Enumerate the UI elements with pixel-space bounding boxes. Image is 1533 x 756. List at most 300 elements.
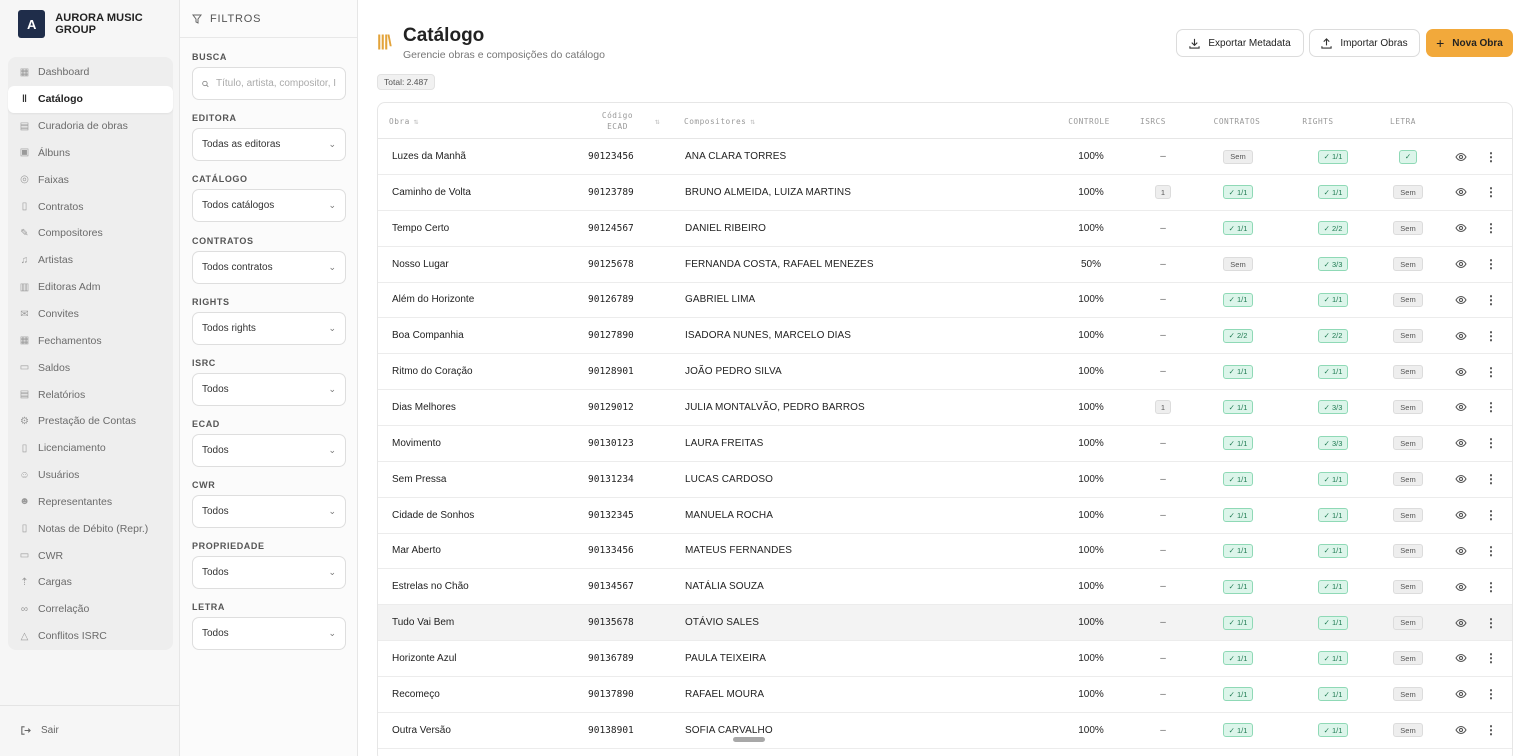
- download-icon: [1189, 38, 1200, 49]
- cell-isrcs: [1143, 247, 1183, 282]
- cell-contratos: [1203, 641, 1273, 676]
- import-works-button[interactable]: [1309, 29, 1420, 57]
- cell-contratos: [1203, 318, 1273, 353]
- cell-ecad: 90134567: [588, 581, 634, 593]
- isrc-select[interactable]: [192, 373, 346, 406]
- eye-icon: [1455, 689, 1467, 699]
- more-vertical-icon: ⋮: [1485, 615, 1497, 630]
- contratos-select[interactable]: [192, 251, 346, 284]
- sidebar-item-label: Notas de Débito (Repr.): [38, 522, 149, 535]
- sidebar-item-label: Curadoria de obras: [38, 120, 128, 133]
- propriedade-select[interactable]: [192, 556, 346, 589]
- more-vertical-icon: ⋮: [1485, 543, 1497, 558]
- sidebar-item-label: Compositores: [38, 227, 103, 240]
- contratos-badge: ✓ 1/1: [1223, 544, 1254, 558]
- cell-letra: [1383, 533, 1433, 568]
- warning-icon: △: [20, 630, 29, 642]
- cell-isrcs: [1143, 211, 1183, 246]
- contratos-badge: ✓ 1/1: [1223, 508, 1254, 522]
- view-button[interactable]: [1455, 641, 1467, 676]
- eye-icon: [1455, 653, 1467, 663]
- letra-badge: Sem: [1393, 257, 1422, 271]
- letra-badge: Sem: [1393, 508, 1422, 522]
- cell-ecad: 90137890: [588, 688, 634, 700]
- letra-value: Todos: [202, 628, 229, 639]
- eye-icon: [1455, 223, 1467, 233]
- letra-badge: Sem: [1393, 651, 1422, 665]
- cwr-label: CWR: [192, 480, 216, 490]
- cell-obra: Tudo Vai Bem: [392, 617, 455, 629]
- cell-rights: [1293, 498, 1373, 533]
- cell-controle: 100%: [1078, 330, 1104, 342]
- cell-isrcs: [1143, 354, 1183, 389]
- cell-ecad: 90125678: [588, 258, 634, 270]
- cell-ecad: 90132345: [588, 509, 634, 521]
- search-input[interactable]: [216, 78, 336, 89]
- eye-icon: [1455, 152, 1467, 162]
- filter-icon: [192, 14, 202, 24]
- cell-controle: 100%: [1078, 366, 1104, 378]
- view-button[interactable]: [1455, 462, 1467, 497]
- editora-select[interactable]: [192, 128, 346, 161]
- more-options-button[interactable]: [1485, 390, 1497, 425]
- col-isrcs: ISRCS: [1140, 116, 1166, 126]
- cell-obra: Além do Horizonte: [392, 294, 475, 306]
- sidebar-item-label: Saldos: [38, 361, 71, 374]
- more-options-button[interactable]: [1485, 605, 1497, 640]
- view-button[interactable]: [1455, 247, 1467, 282]
- cell-letra: [1383, 139, 1433, 174]
- col-contratos: CONTRATOS: [1213, 116, 1261, 126]
- plus-icon: +: [1436, 35, 1445, 51]
- more-options-button[interactable]: [1485, 318, 1497, 353]
- col-compositores[interactable]: [684, 103, 756, 139]
- cell-obra: Dias Melhores: [392, 401, 456, 413]
- cell-ecad: 90127890: [588, 330, 634, 342]
- main-content: [358, 0, 1533, 756]
- new-work-button[interactable]: [1426, 29, 1513, 57]
- sidebar-item-notas-de-debito-repr[interactable]: [8, 515, 173, 542]
- table-row[interactable]: [378, 569, 1512, 605]
- cell-obra: Ritmo do Coração: [392, 366, 473, 378]
- col-ecad[interactable]: [590, 103, 645, 139]
- cell-contratos: [1203, 175, 1273, 210]
- cwr-select[interactable]: [192, 495, 346, 528]
- cell-isrcs: [1143, 175, 1183, 210]
- more-options-button[interactable]: [1485, 569, 1497, 604]
- sidebar-item-label: Convites: [38, 308, 79, 321]
- sidebar-item-label: Correlação: [38, 603, 90, 616]
- brand-name: AURORA MUSIC GROUP: [55, 12, 143, 36]
- cell-contratos: [1203, 713, 1273, 748]
- letra-badge: Sem: [1393, 185, 1422, 199]
- brand[interactable]: [18, 10, 179, 38]
- letra-badge: Sem: [1393, 329, 1422, 343]
- view-button[interactable]: [1455, 498, 1467, 533]
- sidebar-item-relatorios[interactable]: [8, 381, 173, 408]
- search-icon: [202, 79, 209, 89]
- search-field[interactable]: [192, 67, 346, 100]
- isrc-label: ISRC: [192, 358, 216, 368]
- col-ecad-sort[interactable]: [651, 103, 660, 139]
- library-icon: ‖: [22, 93, 27, 105]
- view-button[interactable]: [1455, 426, 1467, 461]
- view-button[interactable]: [1455, 569, 1467, 604]
- view-button[interactable]: [1455, 211, 1467, 246]
- cell-rights: [1293, 677, 1373, 712]
- more-vertical-icon: ⋮: [1485, 472, 1497, 487]
- eye-icon: [1455, 331, 1467, 341]
- chevron-down-icon: ⌄: [328, 628, 336, 638]
- cell-letra: [1383, 426, 1433, 461]
- cell-isrcs: [1143, 139, 1183, 174]
- sidebar-item-label: Conflitos ISRC: [38, 630, 107, 643]
- editora-value: Todas as editoras: [202, 139, 281, 150]
- more-options-button[interactable]: [1485, 426, 1497, 461]
- cell-ecad: 90133456: [588, 545, 634, 557]
- table-row[interactable]: [378, 282, 1512, 318]
- more-vertical-icon: ⋮: [1485, 723, 1497, 738]
- sidebar-item-curadoria-de-obras[interactable]: [8, 113, 173, 140]
- more-options-button[interactable]: [1485, 175, 1497, 210]
- cell-letra: [1383, 318, 1433, 353]
- settings-icon: ⚙: [20, 415, 29, 427]
- rights-badge: ✓ 2/2: [1318, 329, 1349, 343]
- view-button[interactable]: [1455, 713, 1467, 748]
- eye-icon: [1455, 259, 1467, 269]
- view-button[interactable]: [1455, 354, 1467, 389]
- cell-controle: 100%: [1078, 186, 1104, 198]
- report-icon: ▤: [19, 389, 30, 401]
- eye-icon: [1455, 582, 1467, 592]
- export-metadata-label: Exportar Metadata: [1208, 37, 1291, 49]
- cell-contratos: [1203, 677, 1273, 712]
- filters-title: FILTROS: [210, 12, 262, 25]
- cell-contratos: [1203, 139, 1273, 174]
- cell-compositores: ISADORA NUNES, MARCELO DIAS: [685, 330, 852, 342]
- cell-obra: Nosso Lugar: [392, 258, 449, 270]
- cell-compositores: JULIA MONTALVÃO, PEDRO BARROS: [685, 401, 865, 413]
- isrcs-empty: –: [1160, 509, 1166, 521]
- sidebar-item-conflitos-isrc[interactable]: [8, 623, 173, 650]
- cell-obra: Luzes da Manhã: [392, 151, 466, 162]
- cell-isrcs: [1143, 569, 1183, 604]
- more-vertical-icon: ⋮: [1485, 364, 1497, 379]
- more-options-button[interactable]: [1485, 533, 1497, 568]
- contratos-badge: ✓ 1/1: [1223, 436, 1254, 450]
- more-options-button[interactable]: [1485, 211, 1497, 246]
- cell-compositores: NATÁLIA SOUZA: [685, 581, 764, 593]
- contratos-badge: ✓ 1/1: [1223, 580, 1254, 594]
- rights-badge: ✓ 1/1: [1318, 723, 1349, 737]
- more-options-button[interactable]: [1485, 462, 1497, 497]
- rights-label: RIGHTS: [192, 297, 230, 307]
- cell-controle: 100%: [1078, 222, 1104, 234]
- chevron-down-icon: ⌄: [328, 200, 336, 210]
- cell-controle: 100%: [1078, 509, 1104, 521]
- sidebar-item-faixas[interactable]: [8, 166, 173, 193]
- sidebar-item-artistas[interactable]: [8, 247, 173, 274]
- cell-controle: 100%: [1078, 151, 1104, 162]
- table-row[interactable]: [378, 641, 1512, 677]
- filters-panel: [180, 0, 358, 756]
- sidebar-item-label: Licenciamento: [38, 442, 106, 455]
- view-button[interactable]: [1455, 318, 1467, 353]
- table-row[interactable]: [378, 713, 1512, 749]
- disc-icon: ◎: [20, 174, 29, 186]
- table-row[interactable]: [378, 175, 1512, 211]
- isrcs-empty: –: [1160, 330, 1166, 342]
- cell-ecad: 90136789: [588, 652, 634, 664]
- cell-compositores: LUCAS CARDOSO: [685, 473, 773, 485]
- more-options-button[interactable]: [1485, 247, 1497, 282]
- sidebar-item-licenciamento[interactable]: [8, 435, 173, 462]
- sidebar-item-contratos[interactable]: [8, 193, 173, 220]
- cell-letra: [1383, 175, 1433, 210]
- new-work-label: Nova Obra: [1452, 37, 1503, 49]
- isrcs-empty: –: [1160, 724, 1166, 736]
- more-vertical-icon: ⋮: [1485, 328, 1497, 343]
- cell-letra: [1383, 354, 1433, 389]
- total-badge: Total: 2.487: [377, 74, 435, 90]
- sidebar-item-label: Faixas: [38, 173, 69, 186]
- catalogo-select[interactable]: [192, 189, 346, 222]
- cell-ecad: 90126789: [588, 294, 634, 306]
- cell-compositores: RAFAEL MOURA: [685, 688, 765, 700]
- sidebar-item-editoras-adm[interactable]: [8, 274, 173, 301]
- more-vertical-icon: ⋮: [1485, 651, 1497, 666]
- cell-letra: [1383, 390, 1433, 425]
- upload-icon: [1321, 38, 1332, 49]
- sidebar-item-fechamentos[interactable]: [8, 327, 173, 354]
- more-vertical-icon: ⋮: [1485, 400, 1497, 415]
- sidebar-item-usuarios[interactable]: [8, 462, 173, 489]
- filters-header: [180, 0, 357, 38]
- more-vertical-icon: ⋮: [1485, 508, 1497, 522]
- letra-select[interactable]: [192, 617, 346, 650]
- contratos-badge: ✓ 1/1: [1223, 651, 1254, 665]
- eye-icon: [1455, 295, 1467, 305]
- page-subtitle: Gerencie obras e composições do catálogo: [403, 49, 605, 61]
- cell-letra: [1383, 247, 1433, 282]
- table-row[interactable]: [378, 462, 1512, 498]
- eye-icon: [1455, 546, 1467, 556]
- sidebar-item-albuns[interactable]: [8, 140, 173, 167]
- table-row[interactable]: [378, 139, 1512, 175]
- view-button[interactable]: [1455, 139, 1467, 174]
- file-export-icon: ▭: [19, 550, 30, 562]
- sidebar-item-dashboard[interactable]: [8, 59, 173, 86]
- table-row[interactable]: [378, 390, 1512, 426]
- isrcs-empty: –: [1160, 473, 1166, 485]
- more-options-button[interactable]: [1485, 282, 1497, 317]
- eye-icon: [1455, 367, 1467, 377]
- cell-rights: [1293, 713, 1373, 748]
- sidebar-item-label: Prestação de Contas: [38, 415, 137, 428]
- eye-icon: [1455, 187, 1467, 197]
- cell-isrcs: [1143, 426, 1183, 461]
- isrcs-empty: –: [1160, 258, 1166, 270]
- col-controle: CONTROLE: [1068, 116, 1110, 126]
- rights-badge: ✓ 1/1: [1318, 365, 1349, 379]
- cell-letra: [1383, 641, 1433, 676]
- mail-icon: ✉: [20, 308, 29, 320]
- eye-icon: [1455, 438, 1467, 448]
- more-options-button[interactable]: [1485, 139, 1497, 174]
- letra-badge: Sem: [1393, 723, 1422, 737]
- col-letra: LETRA: [1390, 116, 1416, 126]
- sidebar-item-cwr[interactable]: [8, 542, 173, 569]
- sidebar-item-label: CWR: [38, 549, 64, 562]
- horizontal-scrollbar[interactable]: [733, 737, 765, 742]
- more-options-button[interactable]: [1485, 713, 1497, 748]
- cell-isrcs: [1143, 533, 1183, 568]
- eye-icon: [1455, 510, 1467, 520]
- cell-letra: [1383, 462, 1433, 497]
- sidebar-item-prestacao-de-contas[interactable]: [8, 408, 173, 435]
- more-options-button[interactable]: [1485, 677, 1497, 712]
- cell-rights: [1293, 426, 1373, 461]
- cell-isrcs: [1143, 390, 1183, 425]
- isrc-value: Todos: [202, 384, 229, 395]
- isrcs-badge: 1: [1155, 185, 1171, 199]
- export-metadata-button[interactable]: [1176, 29, 1304, 57]
- cell-controle: 100%: [1078, 724, 1104, 736]
- rights-badge: ✓ 3/3: [1318, 257, 1349, 271]
- rights-badge: ✓ 1/1: [1318, 616, 1349, 630]
- sidebar-item-saldos[interactable]: [8, 354, 173, 381]
- ecad-select[interactable]: [192, 434, 346, 467]
- cell-contratos: [1203, 282, 1273, 317]
- col-obra[interactable]: [389, 103, 419, 139]
- more-options-button[interactable]: [1485, 354, 1497, 389]
- grid-icon: ▦: [19, 66, 30, 78]
- contratos-badge: ✓ 1/1: [1223, 365, 1254, 379]
- user-icon: ☺: [19, 469, 30, 481]
- isrcs-badge: 1: [1155, 400, 1171, 414]
- cell-rights: [1293, 533, 1373, 568]
- building-icon: ▥: [19, 281, 30, 293]
- cell-isrcs: [1143, 641, 1183, 676]
- cell-ecad: 90129012: [588, 401, 634, 413]
- table-row[interactable]: [378, 211, 1512, 247]
- eye-icon: [1455, 618, 1467, 628]
- sidebar-item-cargas[interactable]: [8, 569, 173, 596]
- cell-ecad: 90123789: [588, 186, 634, 198]
- sidebar-item-convites[interactable]: [8, 301, 173, 328]
- sidebar-item-correlacao[interactable]: [8, 596, 173, 623]
- table-row[interactable]: [378, 605, 1512, 641]
- table-row[interactable]: [378, 677, 1512, 713]
- logout-icon: [20, 725, 31, 736]
- chevron-down-icon: ⌄: [328, 262, 336, 272]
- view-button[interactable]: [1455, 175, 1467, 210]
- view-button[interactable]: [1455, 605, 1467, 640]
- letra-badge: Sem: [1393, 616, 1422, 630]
- sidebar-item-label: Usuários: [38, 469, 80, 482]
- propriedade-label: PROPRIEDADE: [192, 541, 265, 551]
- table-row[interactable]: [378, 533, 1512, 569]
- cell-obra: Horizonte Azul: [392, 652, 457, 664]
- editora-label: EDITORA: [192, 113, 237, 123]
- view-button[interactable]: [1455, 390, 1467, 425]
- chevron-down-icon: ⌄: [328, 139, 336, 149]
- logout-button[interactable]: [20, 725, 59, 736]
- table-row[interactable]: [378, 498, 1512, 534]
- cell-contratos: [1203, 211, 1273, 246]
- cell-ecad: 90138901: [588, 724, 634, 736]
- cell-isrcs: [1143, 605, 1183, 640]
- cell-isrcs: [1143, 282, 1183, 317]
- catalogo-label: CATÁLOGO: [192, 174, 248, 184]
- cell-rights: [1293, 318, 1373, 353]
- pen-icon: ✎: [20, 227, 29, 239]
- view-button[interactable]: [1455, 282, 1467, 317]
- table-row[interactable]: [378, 426, 1512, 462]
- view-button[interactable]: [1455, 533, 1467, 568]
- cell-obra: Cidade de Sonhos: [392, 509, 475, 521]
- more-options-button[interactable]: [1485, 641, 1497, 676]
- sidebar: [0, 0, 180, 756]
- sort-icon: ⇅: [750, 116, 756, 126]
- sidebar-item-label: Dashboard: [38, 66, 90, 79]
- cell-ecad: 90131234: [588, 473, 634, 485]
- rights-badge: ✓ 1/1: [1318, 580, 1349, 594]
- wallet-icon: ▭: [19, 362, 30, 374]
- more-options-button[interactable]: [1485, 498, 1497, 533]
- album-icon: ▣: [19, 147, 30, 159]
- sidebar-item-catalogo[interactable]: [8, 86, 173, 113]
- view-button[interactable]: [1455, 677, 1467, 712]
- table-row[interactable]: [378, 247, 1512, 283]
- catalogo-value: Todos catálogos: [202, 200, 275, 211]
- cell-contratos: [1203, 354, 1273, 389]
- contratos-value: Todos contratos: [202, 262, 273, 273]
- rights-badge: ✓ 1/1: [1318, 472, 1349, 486]
- more-vertical-icon: ⋮: [1485, 185, 1497, 200]
- cell-isrcs: [1143, 318, 1183, 353]
- contratos-badge: ✓ 1/1: [1223, 400, 1254, 414]
- isrcs-empty: –: [1160, 581, 1166, 593]
- letra-badge: ✓: [1399, 150, 1417, 164]
- rights-badge: ✓ 1/1: [1318, 150, 1349, 164]
- rights-badge: ✓ 1/1: [1318, 185, 1349, 199]
- contratos-badge: Sem: [1223, 150, 1252, 164]
- isrcs-empty: –: [1160, 366, 1166, 378]
- sidebar-item-compositores[interactable]: [8, 220, 173, 247]
- table-header: [378, 103, 1512, 139]
- cell-rights: [1293, 390, 1373, 425]
- letra-badge: Sem: [1393, 687, 1422, 701]
- isrcs-empty: –: [1160, 151, 1166, 162]
- table-row[interactable]: [378, 354, 1512, 390]
- isrcs-empty: –: [1160, 617, 1166, 629]
- license-icon: ▯: [21, 442, 28, 454]
- contratos-badge: ✓ 1/1: [1223, 616, 1254, 630]
- cell-compositores: OTÁVIO SALES: [685, 617, 760, 629]
- cell-obra: Recomeço: [392, 688, 440, 700]
- cell-rights: [1293, 247, 1373, 282]
- cell-controle: 100%: [1078, 437, 1104, 449]
- rights-select[interactable]: [192, 312, 346, 345]
- cell-contratos: [1203, 462, 1273, 497]
- sidebar-item-representantes[interactable]: [8, 489, 173, 516]
- letra-badge: Sem: [1393, 400, 1422, 414]
- ecad-label: ECAD: [192, 419, 220, 429]
- isrcs-empty: –: [1160, 652, 1166, 664]
- sidebar-item-label: Álbuns: [38, 146, 71, 159]
- table-row[interactable]: [378, 318, 1512, 354]
